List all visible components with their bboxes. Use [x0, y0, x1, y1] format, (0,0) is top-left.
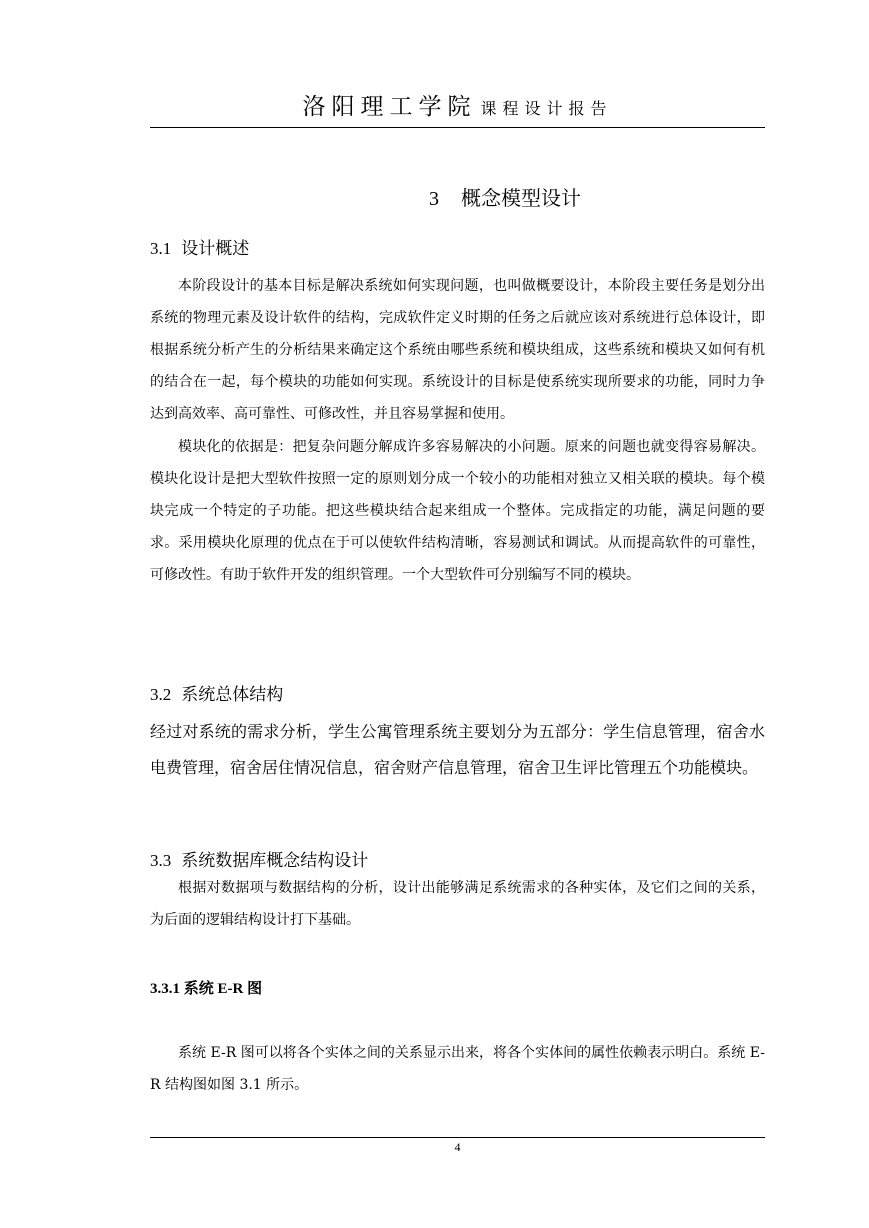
footer-rule — [150, 1137, 765, 1138]
section-3-2-heading — [150, 680, 283, 705]
section-title: 设计概述 — [181, 239, 250, 259]
section-number: 3.1 — [150, 239, 172, 258]
section-title: 系统数据库概念结构设计 — [181, 851, 369, 871]
report-type: 课程设计报告 — [480, 99, 613, 118]
section-title: 系统总体结构 — [181, 685, 284, 705]
school-name: 洛阳理工学院 — [302, 94, 477, 120]
section-3-3-1-heading: 3.3.1 系统 E-R 图 — [150, 981, 263, 997]
page-number: 4 — [454, 1140, 461, 1154]
chapter-heading — [0, 182, 869, 211]
section-number: 3.3 — [150, 851, 172, 870]
section-3-1-paragraph-1: 本阶段设计的基本目标是解决系统如何实现问题，也叫做概要设计，本阶段主要任务是划分出系统的物理元素及设计软件的结构，完成软件定义时期的任务之后就应该对系统进行总体设计，即根据系统分析产生的分析结果来确定这个系统由哪些系统和模块组成，这些系统和模块又如何有机的结合在一起，每个模块的功能如何实现。系统设计的目标是使系统实现所要求的功能，同时力争达到高效率、高可靠性、可修改性，并且容易掌握和使用。 — [150, 278, 765, 422]
chapter-number: 3 — [429, 188, 439, 210]
section-3-3-heading — [150, 846, 368, 871]
chapter-title: 概念模型设计 — [461, 186, 581, 210]
section-3-1-paragraph-2: 模块化的依据是：把复杂问题分解成许多容易解决的小问题。原来的问题也就变得容易解决。模块化设计是把大型软件按照一定的原则划分成一个较小的功能相对独立又相关联的模块。每个模块完成一个特定的子功能。把这些模块结合起来组成一个整体。完成指定的功能，满足问题的要求。采用模块化原理的优点在于可以使软件结构清晰，容易测试和调试。从而提高软件的可靠性，可修改性。有助于软件开发的组织管理。一个大型软件可分别编写不同的模块。 — [150, 439, 765, 583]
section-3-2-paragraph: 经过对系统的需求分析，学生公寓管理系统主要划分为五部分：学生信息管理，宿舍水电费管理，宿舍居住情况信息，宿舍财产信息管理，宿舍卫生评比管理五个功能模块。 — [150, 722, 765, 777]
page-header — [150, 88, 765, 128]
section-3-3-1-paragraph: 系统 E-R 图可以将各个实体之间的关系显示出来，将各个实体间的属性依赖表示明白。系统 E-R 结构图如图 3.1 所示。 — [150, 1045, 765, 1093]
section-3-3-paragraph: 根据对数据项与数据结构的分析，设计出能够满足系统需求的各种实体，及它们之间的关系，为后面的逻辑结构设计打下基础。 — [150, 880, 765, 928]
header-rule — [150, 127, 765, 128]
section-number: 3.2 — [150, 685, 172, 704]
section-3-1-heading — [150, 234, 249, 259]
